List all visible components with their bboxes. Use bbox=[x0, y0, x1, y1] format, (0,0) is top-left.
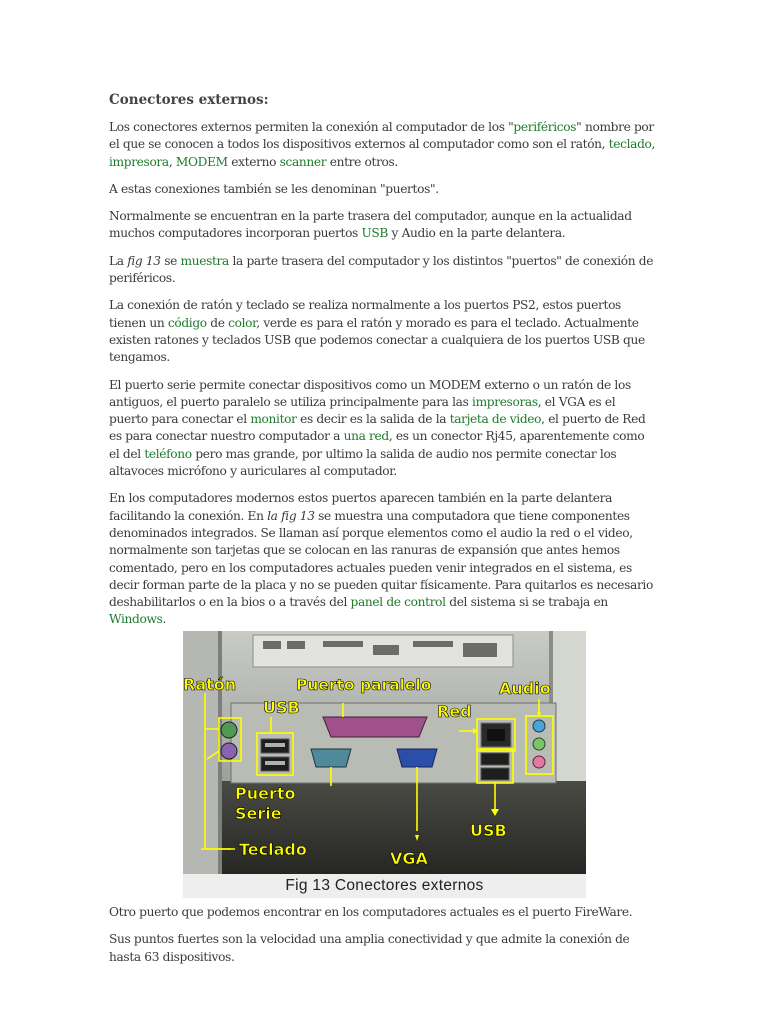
paragraph-9: Sus puntos fuertes son la velocidad una amplia conectividad y que admite la conexión de hasta 63 dispositivos. bbox=[109, 932, 630, 964]
text: " nombre por el que se conocen a todos los dispositivos externos al computador como son el ratón, bbox=[109, 120, 654, 152]
paragraph-5 bbox=[109, 297, 657, 366]
label-puerto-paralelo: Puerto paralelo bbox=[296, 676, 432, 694]
text: se bbox=[160, 253, 181, 268]
paragraph-2: A estas conexiones también se les denominan "puertos". bbox=[109, 181, 439, 196]
text: La conexión de ratón y teclado se realiza normalmente a los puertos PS2, estos puertos tienen un bbox=[109, 298, 621, 330]
text: de bbox=[206, 315, 229, 330]
text: Normalmente se encuentran en la parte trasera del computador, aunque en la actualidad muchos computadores incorporan puertos bbox=[109, 209, 632, 241]
figure-13 bbox=[183, 631, 586, 898]
text: . bbox=[162, 612, 166, 627]
link-perifericos[interactable]: periféricos bbox=[513, 120, 577, 134]
link-monitor[interactable]: monitor bbox=[250, 412, 297, 427]
link-muestra[interactable]: muestra bbox=[180, 253, 229, 268]
text: En los computadores modernos estos puertos aparecen también en la parte delantera facilitando la conexión. En bbox=[109, 491, 612, 523]
link-codigo[interactable]: código bbox=[167, 315, 207, 330]
link-telefono[interactable]: teléfono bbox=[144, 446, 192, 461]
figure-reference: la fig 13 bbox=[267, 508, 315, 523]
link-impresora[interactable]: impresora bbox=[109, 154, 169, 169]
paragraph-8: Otro puerto que podemos encontrar en los computadores actuales es el puerto FireWare. bbox=[109, 905, 633, 919]
link-usb[interactable]: USB bbox=[361, 226, 389, 241]
text: El puerto serie permite conectar dispositivos como un MODEM externo o un ratón de los antiguos, el puerto paralelo se utiliza principalmente para las bbox=[109, 377, 631, 409]
link-windows[interactable]: Windows bbox=[109, 612, 163, 627]
text: , el VGA es el puerto para conectar el bbox=[109, 394, 616, 427]
label-teclado: Teclado bbox=[239, 840, 307, 859]
text: es decir es la salida de la bbox=[296, 412, 450, 427]
link-panel-de-control[interactable]: panel de control bbox=[350, 595, 446, 610]
text: Los conectores externos permiten la conexión al computador de los " bbox=[109, 120, 514, 134]
link-color[interactable]: color bbox=[228, 315, 257, 330]
label-audio: Audio bbox=[499, 679, 551, 698]
rear-panel-photo bbox=[183, 631, 586, 874]
paragraph-6 bbox=[109, 377, 657, 481]
paragraph-4 bbox=[109, 253, 657, 288]
text: del sistema si se trabaja en bbox=[445, 595, 608, 610]
text: , el puerto de Red es para conectar nuestro computador a bbox=[109, 412, 646, 444]
text: , bbox=[651, 137, 656, 152]
label-usb-left: USB bbox=[263, 698, 300, 717]
label-serie: Serie bbox=[235, 804, 282, 823]
text: y Audio en la parte delantera. bbox=[388, 226, 566, 241]
link-una-red[interactable]: una red bbox=[343, 429, 389, 444]
paragraph-1 bbox=[109, 119, 657, 171]
paragraph-3 bbox=[109, 208, 657, 243]
link-tarjeta-de-video[interactable]: tarjeta de video bbox=[449, 412, 542, 427]
figure-caption: Fig 13 Conectores externos bbox=[183, 874, 586, 898]
main-text bbox=[109, 92, 657, 639]
text: la parte trasera del computador y los distintos "puertos" de conexión de periféricos. bbox=[109, 253, 654, 286]
text: entre otros. bbox=[326, 154, 398, 169]
text: pero mas grande, por ultimo la salida de audio nos permite conectar los altavoces micrófono y auriculares al computador. bbox=[109, 446, 617, 479]
link-modem[interactable]: MODEM bbox=[175, 154, 228, 169]
section-heading: Conectores externos: bbox=[109, 92, 269, 108]
text: externo bbox=[227, 154, 280, 169]
label-red: Red bbox=[437, 702, 472, 721]
text: , verde es para el ratón y morado es para el teclado. Actualmente existen ratones y teclados USB que podemos conectar a cualquiera de los puertos USB que tengamos. bbox=[109, 315, 645, 365]
text: , es un conector Rj45, aparentemente como el del bbox=[109, 429, 645, 461]
figure-reference: fig 13 bbox=[127, 253, 161, 268]
label-usb-bottom: USB bbox=[470, 821, 507, 840]
link-teclado[interactable]: teclado bbox=[608, 137, 652, 152]
paragraph-7 bbox=[109, 490, 657, 628]
link-scanner[interactable]: scanner bbox=[279, 154, 327, 169]
label-vga: VGA bbox=[390, 849, 428, 868]
text: , bbox=[168, 154, 176, 169]
text: La bbox=[109, 253, 128, 268]
label-puerto: Puerto bbox=[235, 784, 296, 803]
closing-text bbox=[109, 904, 657, 976]
link-impresoras[interactable]: impresoras bbox=[472, 394, 538, 409]
text: se muestra una computadora que tiene componentes denominados integrados. Se llaman así porque elementos como el audio la red o el video, normalmente son tarjetas que se colocan en las ranuras de expansión que antes hemos comentado, pero en los computadores actuales pueden venir integrados en el sistema, es decir forman parte de la placa y no se pueden quitar físicamente. Para quitarlos es necesario deshabilitarlos o en la bios o a través del bbox=[109, 508, 653, 610]
label-raton: Ratón bbox=[183, 675, 237, 694]
